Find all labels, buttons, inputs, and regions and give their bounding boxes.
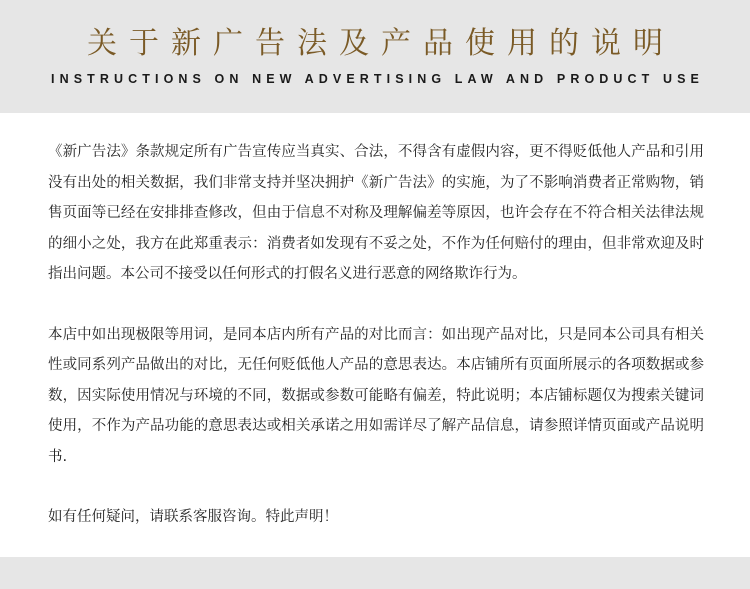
statement-body [0,113,750,533]
page-subtitle: INSTRUCTIONS ON NEW ADVERTISING LAW AND PRODUCT USE [51,72,704,86]
paragraph-advertising-law: 《新广告法》条款规定所有广告宣传应当真实、合法，不得含有虚假内容，更不得贬低他人产品和引用没有出处的相关数据，我们非常支持并坚决拥护《新广告法》的实施，为了不影响消费者正常购物，销售页面等已经在安排排查修改，但由于信息不对称及理解偏差等原因，也许会存在不符合相关法律法规的细小之处，我方在此郑重表示：消费者如发现有不妥之处，不作为任何赔付的理由，但非常欢迎及时指出问题。本公司不接受以任何形式的打假名义进行恶意的网络欺诈行为。 [48,144,704,282]
paragraph-contact: 如有任何疑问，请联系客服咨询。特此声明！ [48,509,338,525]
page-title: 关于新广告法及产品使用的说明 [87,26,675,61]
paragraph-product-comparison: 本店中如出现极限等用词，是同本店内所有产品的对比而言：如出现产品对比，只是同本公司具有相关性或同系列产品做出的对比，无任何贬低他人产品的意思表达。本店铺所有页面所展示的各项数据或参数，因实际使用情况与环境的不同，数据或参数可能略有偏差，特此说明；本店铺标题仅为搜索关键词使用，不作为产品功能的意思表达或相关承诺之用如需详尽了解产品信息，请参照详情页面或产品说明书. [48,326,704,465]
footer-band [0,557,750,589]
header-banner [0,0,750,113]
